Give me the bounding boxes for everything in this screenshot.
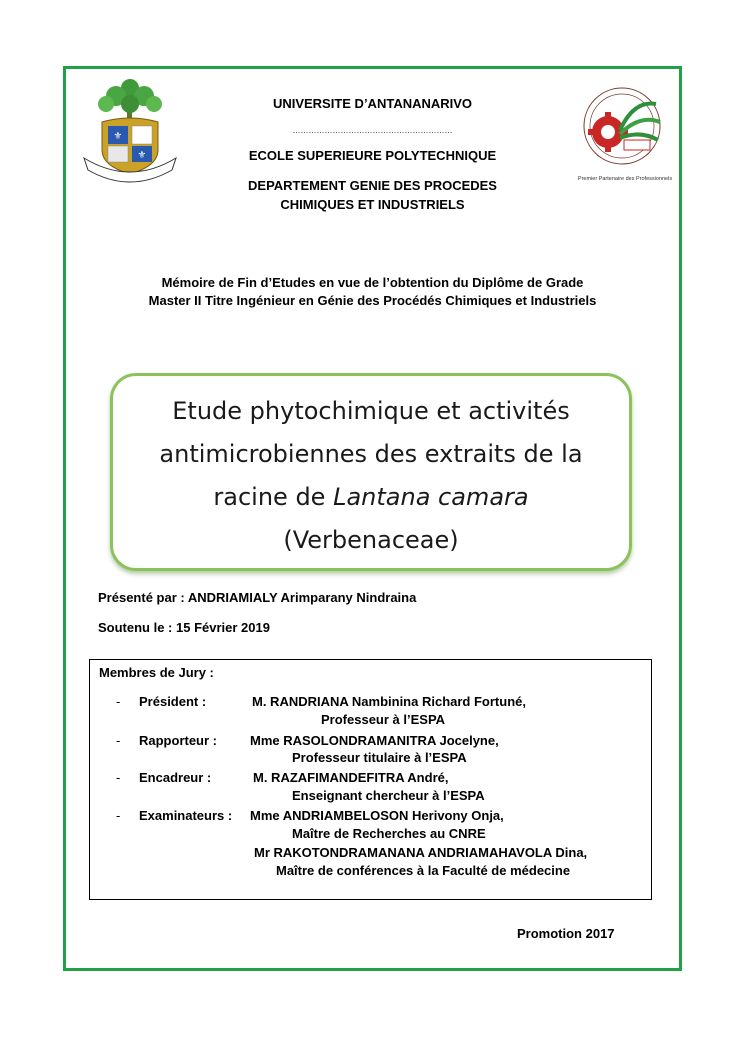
encadreur-title: Enseignant chercheur à l’ESPA <box>292 788 485 803</box>
university-crest-logo <box>76 74 184 186</box>
rapporteur-title: Professeur titulaire à l’ESPA <box>292 750 467 765</box>
title-line2: antimicrobiennes des extraits de la <box>159 440 583 468</box>
memoire-line1: Mémoire de Fin d’Etudes en vue de l’obtention du Diplôme de Grade <box>161 275 584 290</box>
university-name: UNIVERSITE D’ANTANANARIVO <box>272 96 473 111</box>
svg-text:⚜: ⚜ <box>137 150 147 161</box>
president-name: M. RANDRIANA Nambinina Richard Fortuné, <box>252 694 526 709</box>
examiner2-title: Maître de conférences à la Faculté de médecine <box>276 863 571 878</box>
president-role: Président : <box>139 694 207 709</box>
examiner1-title: Maître de Recherches au CNRE <box>292 826 486 841</box>
school-name: ECOLE SUPERIEURE POLYTECHNIQUE <box>248 148 497 163</box>
examiner2-name: Mr RAKOTONDRAMANANA ANDRIAMAHAVOLA Dina, <box>254 845 588 860</box>
jury-box <box>89 659 652 900</box>
memoire-line2: Master II Titre Ingénieur en Génie des Procédés Chimiques et Industriels <box>148 293 597 308</box>
department-line1: DEPARTEMENT GENIE DES PROCEDES <box>248 178 497 193</box>
bullet-dash: - <box>116 733 121 748</box>
examiner1-name: Mme ANDRIAMBELOSON Herivony Onja, <box>250 808 504 823</box>
title-line1: Etude phytochimique et activités <box>172 397 570 425</box>
bullet-dash: - <box>116 694 121 709</box>
svg-text:⚜: ⚜ <box>113 131 123 142</box>
examinateurs-role: Examinateurs : <box>139 808 233 823</box>
department-line2: CHIMIQUES ET INDUSTRIELS <box>280 197 465 212</box>
rapporteur-name: Mme RASOLONDRAMANITRA Jocelyne, <box>250 733 499 748</box>
title-box <box>110 373 632 571</box>
president-title: Professeur à l’ESPA <box>321 712 446 727</box>
species-name: Lantana camara <box>333 483 529 511</box>
bullet-dash: - <box>116 808 121 823</box>
title-line3-prefix: racine de <box>213 483 334 511</box>
encadreur-name: M. RAZAFIMANDEFITRA André, <box>253 770 449 785</box>
rapporteur-role: Rapporteur : <box>139 733 217 748</box>
promotion-year: Promotion 2017 <box>517 926 615 941</box>
espa-logo <box>574 80 676 184</box>
espa-caption: Premier Partenaire des Professionnels <box>577 176 673 182</box>
encadreur-role: Encadreur : <box>139 770 212 785</box>
separator-dots: …………………………………………………… <box>292 126 453 135</box>
bullet-dash: - <box>116 770 121 785</box>
title-line4: (Verbenaceae) <box>283 526 459 554</box>
thesis-title <box>113 390 629 562</box>
jury-heading: Membres de Jury : <box>99 665 214 680</box>
defense-date: Soutenu le : 15 Février 2019 <box>98 620 270 635</box>
presented-by: Présenté par : ANDRIAMIALY Arimparany Nindraina <box>98 590 417 605</box>
title-line3 <box>113 476 629 519</box>
